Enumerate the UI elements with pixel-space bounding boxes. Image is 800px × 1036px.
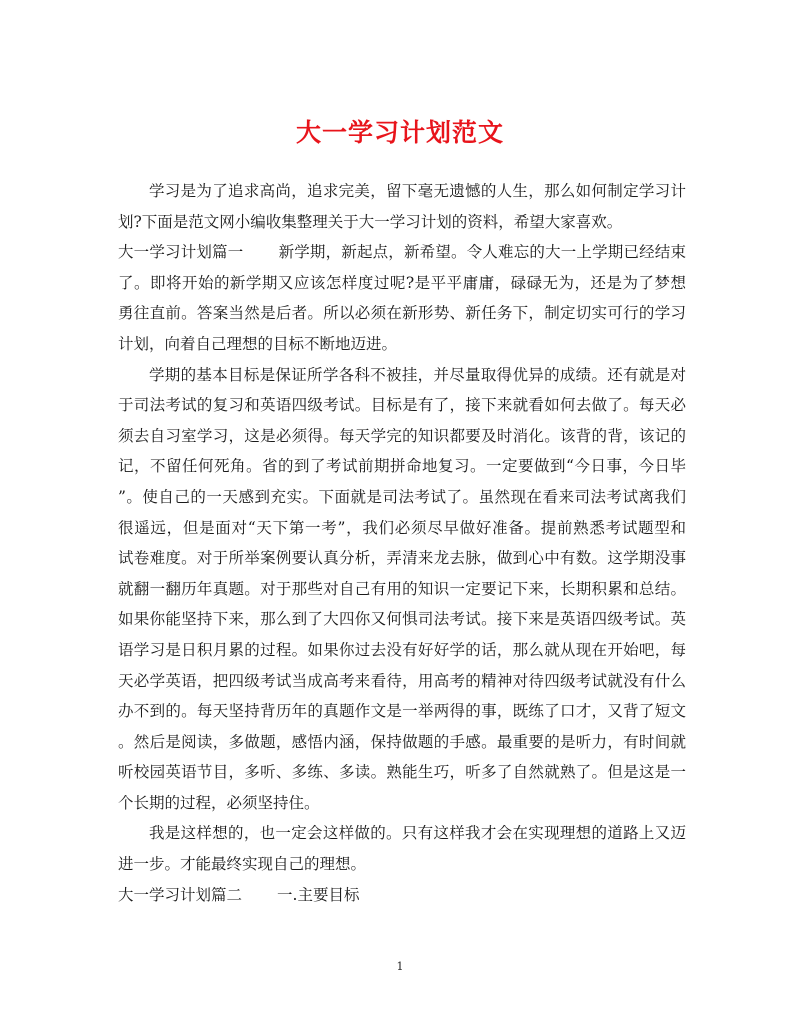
page-number: 1 [396, 960, 404, 973]
document-title: 大一学习计划范文 [295, 118, 504, 147]
intro-line-2: 划?下面是范文网小编收集整理关于大一学习计划的资料，希望大家喜欢。 [118, 212, 623, 231]
section1-line-3: 勇往直前。答案当然是后者。所以必须在新形势、新任务下，制定切实可行的学习 [118, 304, 686, 323]
section1-line-2: 了。即将开始的新学期又应该怎样度过呢?是平平庸庸，碌碌无为，还是为了梦想 [118, 273, 686, 292]
goals-line-11: 天必学英语，把四级考试当成高考来看待，用高考的精神对待四级考试就没有什么 [118, 671, 686, 690]
goals-line-4: 记，不留任何死角。省的到了考试前期拼命地复习。一定要做到“今日事，今日毕 [118, 457, 686, 476]
intro-line-1: 学习是为了追求高尚，追求完美，留下毫无遗憾的人生，那么如何制定学习计 [149, 182, 686, 200]
conclusion-line-2: 进一步。才能最终实现自己的理想。 [118, 855, 367, 874]
goals-line-8: 就翻一翻历年真题。对于那些对自己有用的知识一定要记下来，长期积累和总结。 [118, 579, 686, 598]
goals-line-14: 听校园英语节目，多听、多练、多读。熟能生巧，听多了自然就熟了。但是这是一 [118, 763, 686, 782]
goals-line-6: 很遥远，但是面对“天下第一考”，我们必须尽早做好准备。提前熟悉考试题型和 [118, 518, 686, 537]
goals-line-10: 语学习是日积月累的过程。如果你过去没有好好学的话，那么就从现在开始吧，每 [118, 640, 686, 659]
goals-line-2: 于司法考试的复习和英语四级考试。目标是有了，接下来就看如何去做了。每天必 [118, 396, 686, 415]
section2-heading-line [118, 880, 686, 911]
section1-heading-line [118, 237, 686, 268]
goals-line-15: 个长期的过程，必须坚持住。 [118, 793, 320, 812]
section1-first-text: 新学期，新起点，新希望。令人难忘的大一上学期已经结束 [278, 243, 686, 262]
section1-heading: 大一学习计划篇一 [118, 243, 244, 262]
goals-line-13: 。然后是阅读，多做题，感悟内涵，保持做题的手感。最重要的是听力，有时间就 [118, 732, 686, 751]
section2-heading: 大一学习计划篇二 [118, 885, 243, 904]
section2-first-text: 一.主要目标 [277, 885, 360, 904]
goals-line-5: ”。使自己的一天感到充实。下面就是司法考试了。虽然现在看来司法考试离我们 [118, 487, 686, 506]
goals-line-1: 学期的基本目标是保证所学各科不被挂，并尽量取得优异的成绩。还有就是对 [149, 365, 686, 384]
goals-line-3: 须去自习室学习，这是必须得。每天学完的知识都要及时消化。该背的背，该记的 [118, 426, 686, 445]
goals-line-7: 试卷难度。对于所举案例要认真分析，弄清来龙去脉，做到心中有数。这学期没事 [118, 549, 686, 568]
section1-line-4: 计划，向着自己理想的目标不断地迈进。 [118, 334, 398, 353]
conclusion-line-1: 我是这样想的，也一定会这样做的。只有这样我才会在实现理想的道路上又迈 [149, 824, 686, 843]
goals-line-12: 办不到的。每天坚持背历年的真题作文是一举两得的事，既练了口才，又背了短文 [118, 702, 686, 721]
document-body [118, 176, 686, 910]
goals-line-9: 如果你能坚持下来，那么到了大四你又何惧司法考试。接下来是英语四级考试。英 [118, 610, 686, 629]
